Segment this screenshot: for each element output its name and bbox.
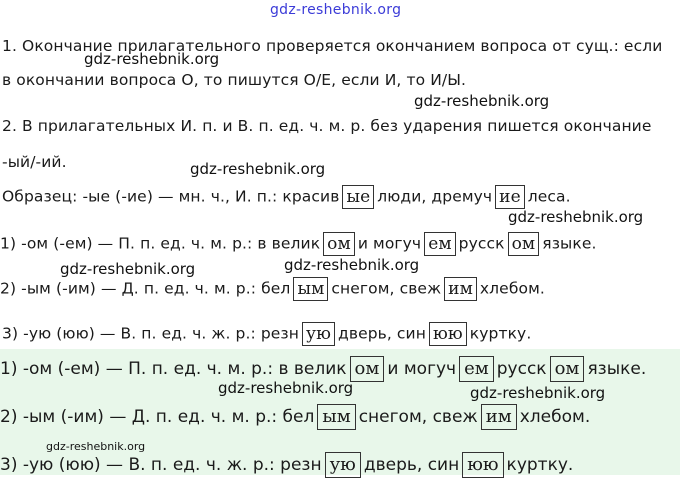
ending-box: ую — [302, 322, 335, 346]
ending-box: ие — [495, 185, 525, 209]
answer-text: 1) -ом (-ем) — П. п. ед. ч. м. р.: в велик — [0, 359, 347, 379]
answer-line-3 — [0, 452, 573, 478]
ending-box: ым — [317, 404, 355, 430]
case-text: и могуч — [357, 234, 422, 253]
ending-box: ом — [323, 232, 355, 256]
ending-box: ом — [350, 356, 385, 382]
answer-line-2 — [0, 404, 590, 430]
ending-box: ем — [459, 356, 494, 382]
case-text: хлебом. — [479, 279, 545, 298]
ending-box: ем — [424, 232, 455, 256]
ending-box: ым — [293, 277, 328, 301]
rule-1-line-2: в окончании вопроса О, то пишутся О/Е, если И, то И/Ы. — [2, 71, 467, 89]
watermark: gdz-reshebnik.org — [46, 440, 146, 453]
answer-text: 3) -ую (юю) — В. п. ед. ч. ж. р.: резн — [0, 455, 322, 475]
ending-box: им — [444, 277, 477, 301]
watermark: gdz-reshebnik.org — [470, 384, 606, 402]
watermark: gdz-reshebnik.org — [84, 50, 220, 68]
case-line-3 — [2, 322, 531, 346]
watermark: gdz-reshebnik.org — [284, 256, 420, 274]
rule-1-line-1: 1. Окончание прилагательного проверяется окончанием вопроса от сущ.: если — [2, 37, 663, 55]
answer-line-1 — [0, 356, 646, 382]
watermark: gdz-reshebnik.org — [190, 160, 326, 178]
answer-text: дверь, син — [363, 455, 460, 475]
answer-text: русск — [496, 359, 547, 379]
ending-box: юю — [462, 452, 503, 478]
answer-text: снегом, свеж — [358, 407, 478, 427]
answer-text: хлебом. — [519, 407, 591, 427]
example-text: леса. — [527, 187, 571, 206]
rule-2-line-2: -ый/-ий. — [2, 153, 67, 171]
answer-text: и могуч — [387, 359, 457, 379]
case-text: куртку. — [469, 324, 532, 343]
example-text: люди, дремуч — [377, 187, 493, 206]
ending-box: ом — [508, 232, 540, 256]
watermark: gdz-reshebnik.org — [60, 260, 196, 278]
example-line — [2, 185, 571, 209]
watermark: gdz-reshebnik.org — [414, 92, 550, 110]
watermark: gdz-reshebnik.org — [508, 208, 644, 226]
answer-text: языке. — [587, 359, 647, 379]
ending-box: ые — [342, 185, 374, 209]
ending-box: ом — [550, 356, 585, 382]
case-text: языке. — [542, 234, 597, 253]
watermark: gdz-reshebnik.org — [218, 379, 354, 397]
case-text: 3) -ую (юю) — В. п. ед. ч. ж. р.: резн — [2, 324, 299, 343]
example-prefix: Образец: -ые (-ие) — мн. ч., И. п.: красив — [2, 187, 340, 206]
case-line-1 — [0, 232, 597, 256]
case-line-2 — [0, 277, 545, 301]
answer-text: 2) -ым (-им) — Д. п. ед. ч. м. р.: бел — [0, 407, 315, 427]
case-text: русск — [458, 234, 505, 253]
case-text: дверь, син — [338, 324, 426, 343]
ending-box: им — [481, 404, 517, 430]
rule-2-line-1: 2. В прилагательных И. п. и В. п. ед. ч. м. р. без ударения пишется окончание — [2, 117, 652, 135]
case-text: 2) -ым (-им) — Д. п. ед. ч. м. р.: бел — [0, 279, 291, 298]
case-text: снегом, свеж — [331, 279, 442, 298]
ending-box: юю — [429, 322, 467, 346]
answer-text: куртку. — [506, 455, 574, 475]
case-text: 1) -ом (-ем) — П. п. ед. ч. м. р.: в велик — [0, 234, 321, 253]
header-watermark: gdz-reshebnik.org — [270, 2, 402, 18]
ending-box: ую — [325, 452, 361, 478]
